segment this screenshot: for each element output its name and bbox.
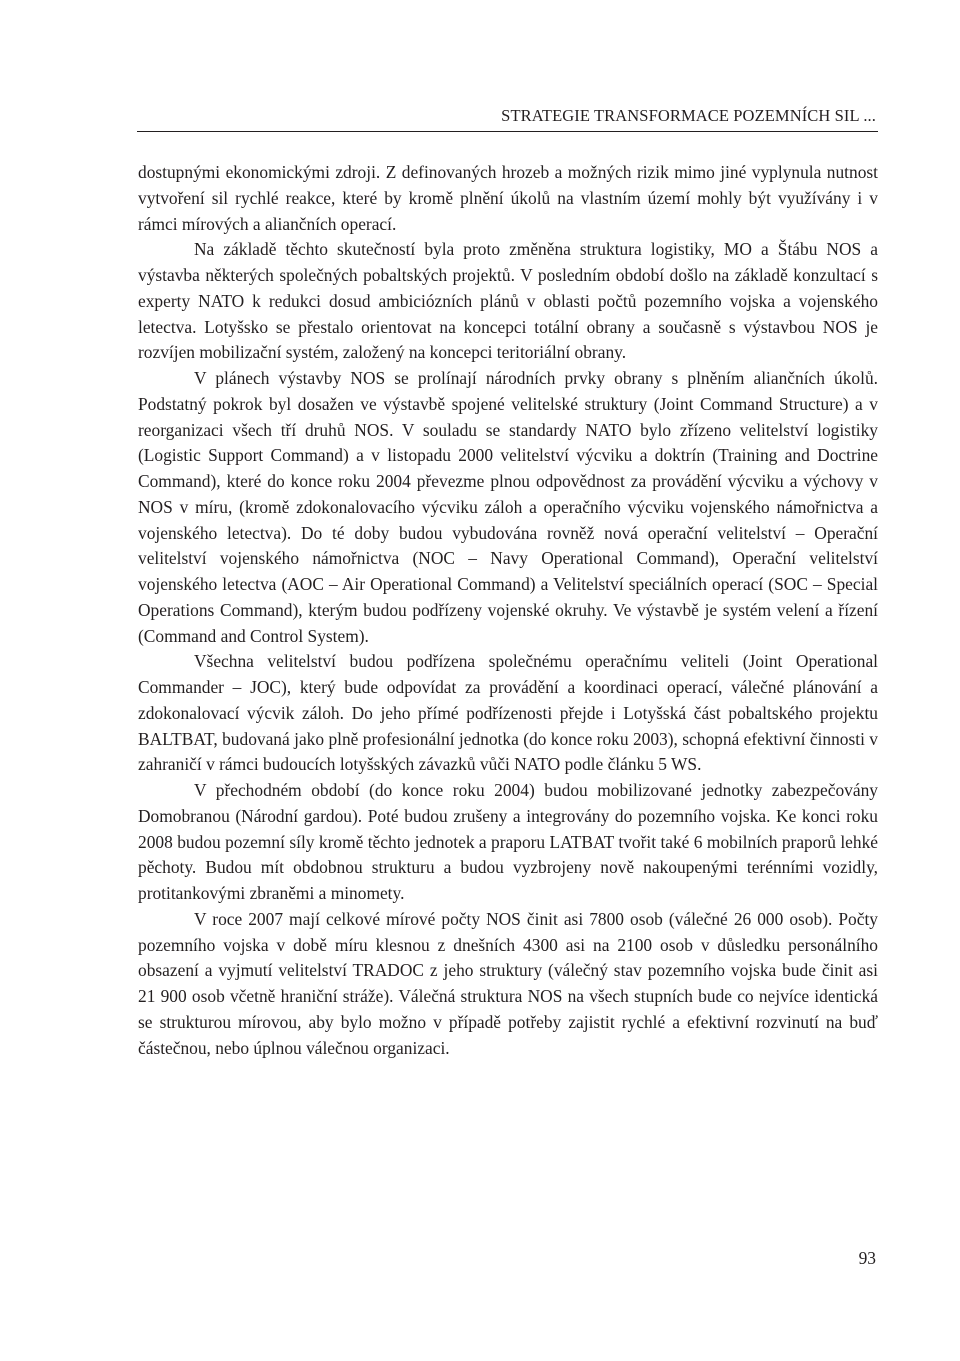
paragraph: Na základě těchto skutečností byla proto změněna struktura logistiky, MO a Štábu NOS a výstavba některých společných pobaltských projektů. V posledním období došlo na základě konzultací s experty NATO k redukci dosud ambiciózních plánů v oblasti počtů pozemního vojska a vojenského letectva. Lotyšsko se přestalo orientovat na koncepci totální obrany a současně s výstavbou NOS je rozvíjen mobilizační systém, založený na koncepci teritoriální obrany. [138,239,878,363]
running-header: STRATEGIE TRANSFORMACE POZEMNÍCH SIL ... [501,106,876,125]
header-rule [137,131,878,132]
paragraph: Všechna velitelství budou podřízena společnému operačnímu veliteli (Joint Operational Commander – JOC), který bude odpovídat za provádění a koordinaci operací, válečné plánování a zdokonalovací výcvik záloh. Do jeho přímé podřízenosti přejde i Lotyšská část pobaltského projektu BALTBAT, budovaná jako plně profesionální jednotka (do konce roku 2003), schopná efektivní činnosti v zahraničí v rámci budoucích lotyšských závazků vůči NATO podle článku 5 WS. [138,651,878,775]
paragraph: dostupnými ekonomickými zdroji. Z definovaných hrozeb a možných rizik mimo jiné vyplynula nutnost vytvoření sil rychlé reakce, které by kromě plnění úkolů na vlastním území mohly být využívány i v rámci mírových a aliančních operací. [138,162,878,234]
paragraph: V přechodném období (do konce roku 2004) budou mobilizované jednotky zabezpečovány Domobranou (Národní gardou). Poté budou zrušeny a integrovány do pozemního vojska. Ke konci roku 2008 budou pozemní síly kromě těchto jednotek a praporu LATBAT tvořit také 6 mobilních praporů lehké pěchoty. Budou mít obdobnou strukturu a budou vyzbrojeny nově nakoupenými terénními vozidly, protitankovými zbraněmi a minomety. [138,780,878,903]
paragraph: V roce 2007 mají celkové mírové počty NOS činit asi 7800 osob (válečné 26 000 osob). Počty pozemního vojska v době míru klesnou z dnešních 4300 asi na 2100 osob v důsledku personálního obsazení a vyjmutí velitelství TRADOC z jeho struktury (válečný stav pozemního vojska bude činit asi 21 900 osob včetně hraniční stráže). Válečná struktura NOS na všech stupních bude co nejvíce identická se strukturou mírovou, aby bylo možno v případě potřeby zajistit rychlé a efektivní rozvinutí na buď částečnou, nebo úplnou válečnou organizaci. [138,908,878,1058]
body-text [138,160,878,1061]
paragraph: V plánech výstavby NOS se prolínají národních prvky obrany s plněním aliančních úkolů. Podstatný pokrok byl dosažen ve výstavbě spojené velitelské struktury (Joint Command Structure) a v reorganizaci všech tří druhů NOS. V souladu se standardy NATO bylo zřízeno velitelství logistiky (Logistic Support Command) a v listopadu 2000 velitelství výcviku a doktrín (Training and Doctrine Command), které do konce roku 2004 převezme plnou odpovědnost za provádění výcviku a výchovy v NOS v míru, (kromě zdokonalovacího výcviku záloh a operačního výcviku vojenského námořnictva a vojenského letectva). Do té doby budou vybudována rovněž nová operační velitelství – Operační velitelství vojenského námořnictva (NOC – Navy Operational Command), Operační velitelství vojenského letectva (AOC – Air Operational Command) a Velitelství speciálních operací (SOC – Special Operations Command), kterým budou podřízeny vojenské okruhy. Ve výstavbě je systém velení a řízení (Command and Control System). [138,368,878,646]
page-number: 93 [858,1248,876,1268]
